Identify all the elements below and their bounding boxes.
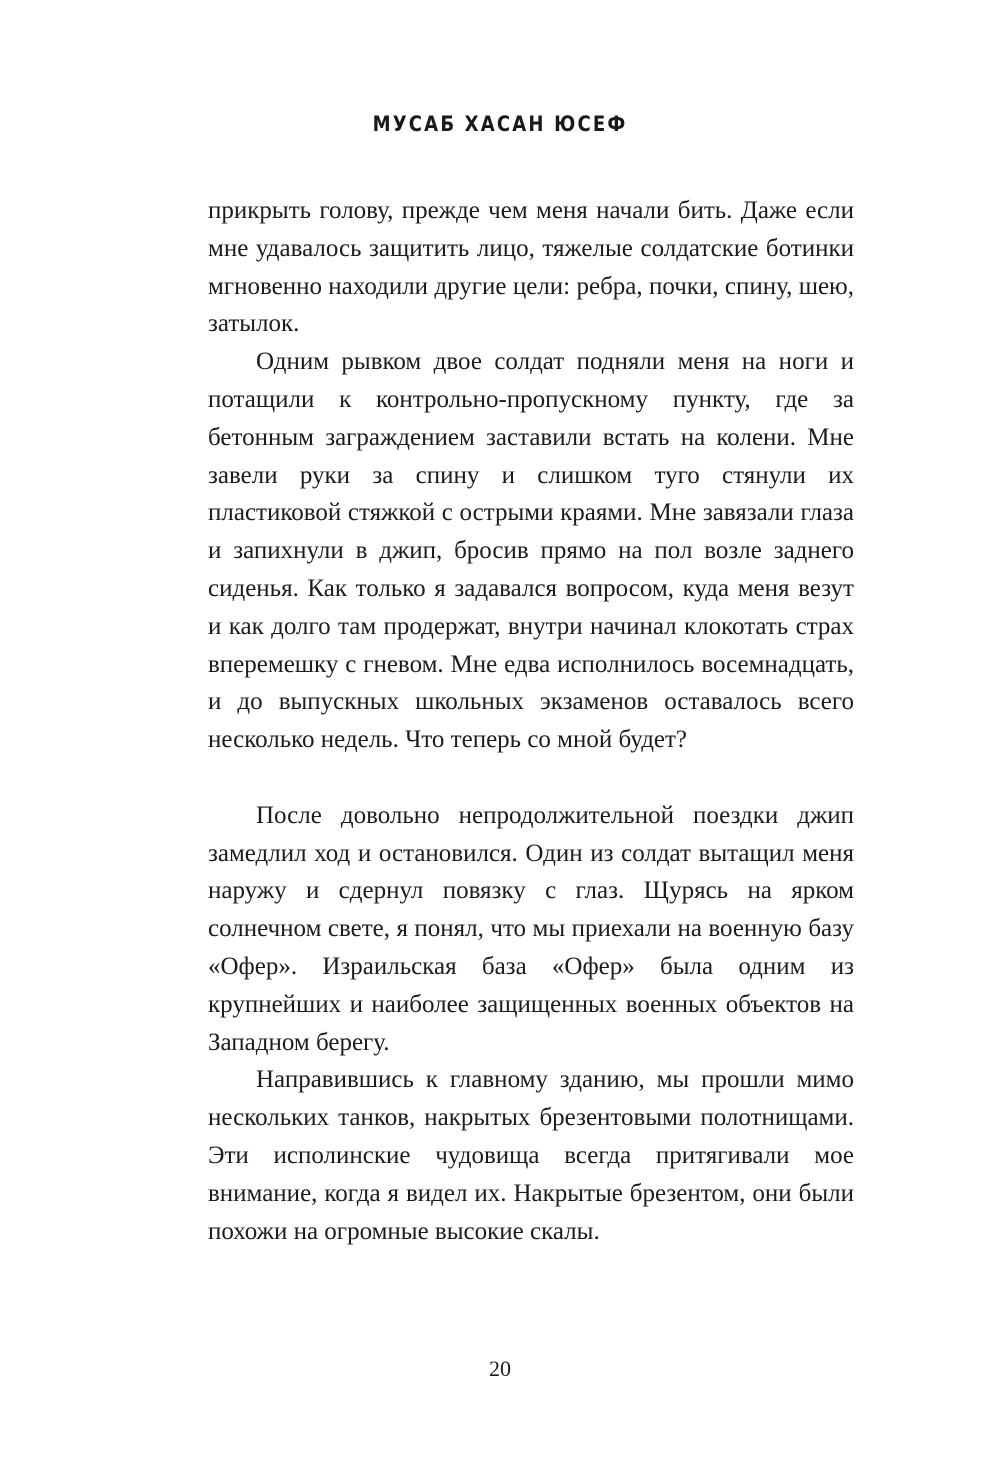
running-head-author: МУСАБ ХАСАН ЮСЕФ: [372, 112, 628, 136]
page-number: 20: [489, 1356, 511, 1381]
paragraph: После довольно непродолжительной поездки джип замедлил ход и остановился. Один из солдат вытащил меня наружу и сдернул повязку с глаз. Щурясь на ярком солнечном свете, я понял, что мы приехали на военную базу «Офер». Израильская база «Офер» была одним из крупнейших и наиболее защищенных военных объектов на Западном берегу.: [208, 801, 854, 1056]
body-text: [208, 192, 854, 1250]
paragraph-continued: прикрыть голову, прежде чем меня начали бить. Даже если мне удавалось защитить лицо, тяжелые солдатские ботинки мгновенно находили другие цели: ребра, почки, спину, шею, затылок.: [208, 197, 854, 338]
section-break: [208, 759, 854, 797]
paragraph: Одним рывком двое солдат подняли меня на ноги и потащили к контрольно-пропускному пункту, где за бетонным заграждением заставили встать на колени. Мне завели руки за спину и слишком туго стянули их пластиковой стяжкой с острыми краями. Мне завязали глаза и запихнули в джип, бросив прямо на пол возле заднего сиденья. Как только я задавался вопросом, куда меня везут и как долго там продержат, внутри начинал клокотать страх вперемешку с гневом. Мне едва исполнилось восемнадцать, и до выпускных школьных экзаменов оставалось всего несколько недель. Что теперь со мной будет?: [208, 348, 854, 754]
paragraph: Направившись к главному зданию, мы прошли мимо нескольких танков, накрытых брезентовыми полотнищами. Эти исполинские чудовища всегда притягивали мое внимание, когда я видел их. Накрытые брезентом, они были похожи на огромные высокие скалы.: [208, 1066, 854, 1245]
